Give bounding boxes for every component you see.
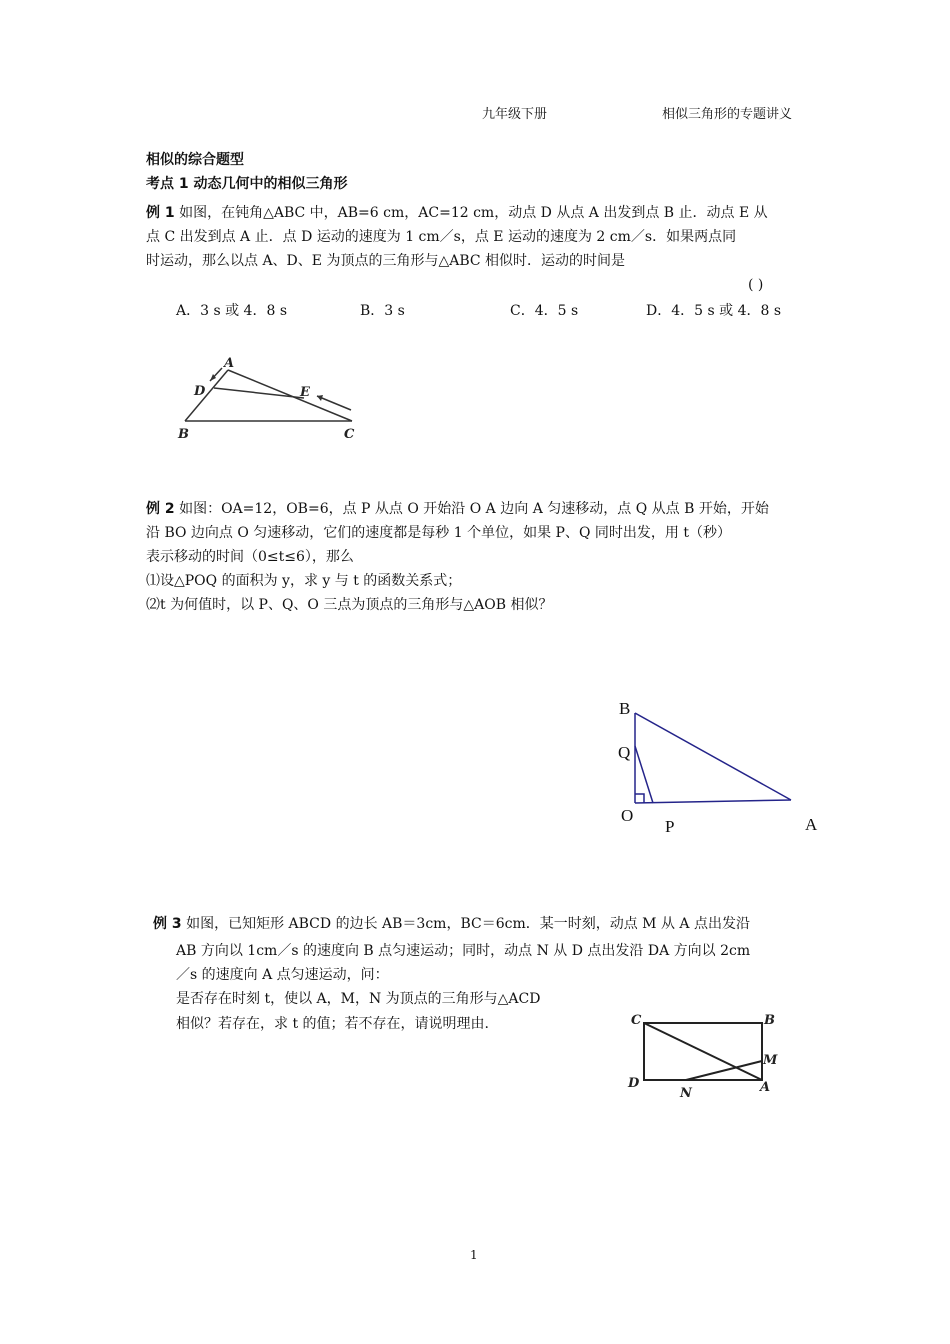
page-number: 1 bbox=[470, 1248, 478, 1262]
ex1-line-3: 时运动，那么以点 A、D、E 为顶点的三角形与△ABC 相似时．运动的时间是 bbox=[146, 253, 626, 269]
ex2-text-1: 如图：OA=12，OB=6，点 P 从点 O 开始沿 O A 边向 A 匀速移动，点 Q 从点 B 开始，开始 bbox=[174, 501, 769, 517]
ex1-label-c: C bbox=[344, 427, 355, 442]
ex1-label: 例 1 bbox=[146, 205, 175, 221]
ex2-right-triangle-figure bbox=[610, 690, 840, 840]
ex3-label-d: D bbox=[628, 1076, 640, 1091]
ex1-label-a: A bbox=[224, 356, 235, 371]
ex3-label-b: B bbox=[764, 1013, 775, 1028]
ex1-label-d: D bbox=[194, 384, 206, 399]
ex1-text-1: 如图，在钝角△ABC 中，AB=6 cm，AC=12 cm，动点 D 从点 A 出发到点 B 止．动点 E 从 bbox=[174, 205, 768, 221]
header-grade: 九年级下册 bbox=[482, 107, 548, 122]
ex2-line-4: ⑴设△POQ 的面积为 y，求 y 与 t 的函数关系式； bbox=[146, 573, 462, 589]
ex2-line-2: 沿 BO 边向点 O 匀速移动，它们的速度都是每秒 1 个单位，如果 P、Q 同时出发，用 t（秒） bbox=[146, 525, 731, 541]
ex3-line-4: 是否存在时刻 t，使以 A，M，N 为顶点的三角形与△ACD bbox=[176, 991, 541, 1007]
section-title: 相似的综合题型 bbox=[146, 152, 244, 168]
ex3-line-5: 相似？若存在，求 t 的值；若不存在，请说明理由. bbox=[176, 1016, 489, 1032]
ex2-line-3: 表示移动的时间（0≤t≤6），那么 bbox=[146, 549, 354, 565]
ex1-line-1 bbox=[146, 201, 768, 225]
kaodian-text: 动态几何中的相似三角形 bbox=[188, 176, 348, 192]
ex2-label-o: O bbox=[621, 806, 634, 825]
kaodian-title bbox=[146, 172, 348, 196]
ex2-label: 例 2 bbox=[146, 501, 175, 517]
ex2-line-5: ⑵t 为何值时，以 P、Q、O 三点为顶点的三角形与△AOB 相似？ bbox=[146, 597, 553, 613]
ex1-option-b: B．3 s bbox=[360, 303, 405, 319]
ex3-line-2: AB 方向以 1cm／s 的速度向 B 点匀速运动；同时，动点 N 从 D 点出发沿 DA 方向以 2cm bbox=[176, 943, 751, 959]
ex3-label-a: A bbox=[760, 1080, 771, 1095]
ex3-label-n: N bbox=[680, 1086, 692, 1101]
ex1-option-c: C．4．5 s bbox=[510, 303, 579, 319]
ex2-label-a: A bbox=[805, 815, 818, 834]
ex2-label-b: B bbox=[619, 699, 631, 718]
ex3-text-1: 如图，已知矩形 ABCD 的边长 AB＝3cm，BC＝6cm．某一时刻，动点 M 从 A 点出发沿 bbox=[181, 916, 750, 932]
ex3-label-c: C bbox=[631, 1013, 642, 1028]
ex1-line-2: 点 C 出发到点 A 止．点 D 运动的速度为 1 cm／s，点 E 运动的速度为 2 cm／s．如果两点同 bbox=[146, 229, 737, 245]
ex2-line-1 bbox=[146, 497, 769, 521]
ex1-triangle-figure bbox=[170, 350, 370, 445]
ex2-label-q: Q bbox=[618, 743, 631, 762]
kaodian-prefix: 考点 1 bbox=[146, 176, 189, 192]
header-topic: 相似三角形的专题讲义 bbox=[662, 107, 793, 122]
ex1-option-a: A．3 s 或 4．8 s bbox=[176, 303, 288, 319]
ex1-option-d: D．4．5 s 或 4．8 s bbox=[646, 303, 782, 319]
ex3-label: 例 3 bbox=[153, 916, 182, 932]
ex1-answer-bracket: ( ) bbox=[748, 277, 764, 293]
ex2-label-p: P bbox=[665, 817, 675, 836]
ex1-label-b: B bbox=[178, 427, 189, 442]
ex3-rectangle-figure bbox=[620, 1008, 790, 1100]
ex1-label-e: E bbox=[300, 385, 310, 400]
ex3-line-1 bbox=[153, 912, 750, 936]
ex3-line-3: ／s 的速度向 A 点匀速运动，问： bbox=[176, 967, 389, 983]
ex3-label-m: M bbox=[763, 1053, 778, 1068]
